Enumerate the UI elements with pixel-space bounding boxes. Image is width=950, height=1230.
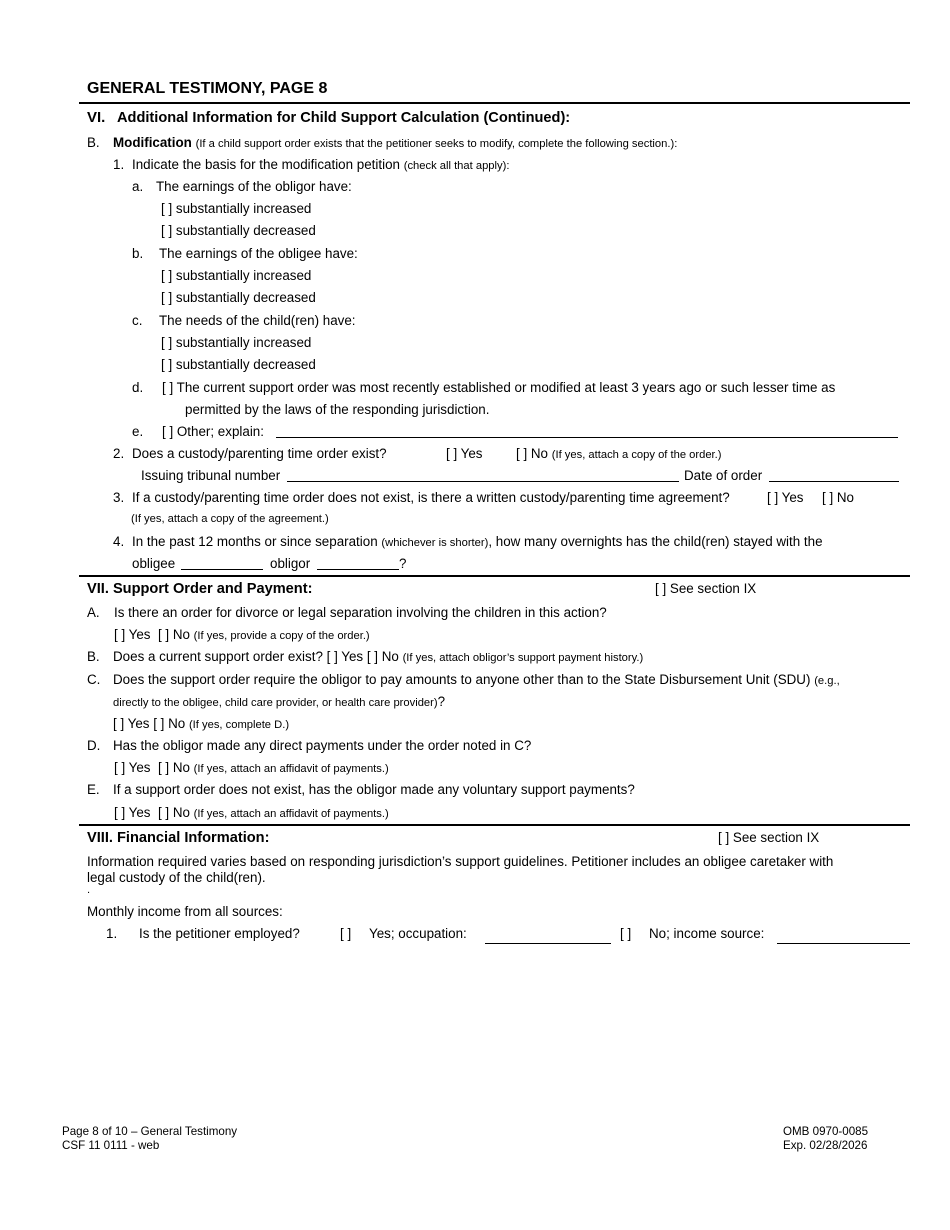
footer-expiration: Exp. 02/28/2026 bbox=[783, 1139, 868, 1152]
q3-no-checkbox[interactable]: [ ] No bbox=[822, 490, 854, 505]
item-e-note: (If yes, attach an affidavit of payments.) bbox=[193, 808, 389, 820]
item-a-text: Is there an order for divorce or legal separation involving the children in this action? bbox=[114, 605, 607, 620]
item-c-no-checkbox[interactable]: [ ] No bbox=[153, 716, 186, 731]
q1-number: 1. bbox=[113, 157, 125, 172]
item-c-options bbox=[113, 716, 289, 732]
q2-no-wrap bbox=[516, 446, 722, 462]
q4-text-wrap bbox=[132, 534, 823, 550]
q1d-text-cont: permitted by the laws of the responding jurisdiction. bbox=[185, 402, 490, 417]
item-c-line2 bbox=[113, 694, 445, 710]
item-d-text: Has the obligor made any direct payments under the order noted in C? bbox=[113, 738, 532, 753]
item-e-yes-checkbox[interactable]: [ ] Yes bbox=[114, 805, 151, 820]
q1b-label: b. bbox=[132, 246, 144, 261]
item-c-line1 bbox=[113, 672, 840, 688]
q1e-label: e. bbox=[132, 424, 144, 439]
issuing-tribunal-label: Issuing tribunal number bbox=[141, 468, 281, 483]
date-of-order-field[interactable] bbox=[769, 481, 899, 482]
item-b-label: B. bbox=[87, 135, 100, 150]
q1b-decreased-checkbox[interactable]: [ ] substantially decreased bbox=[161, 290, 316, 305]
q1d-checkbox[interactable]: [ ] The current support order was most recently established or modified at least 3 years ago or such lesser time as bbox=[162, 380, 836, 395]
item-d-options bbox=[114, 760, 389, 776]
q1c-text: The needs of the child(ren) have: bbox=[159, 313, 356, 328]
item-e-label: E. bbox=[87, 782, 100, 797]
item-b2-label: B. bbox=[87, 649, 100, 664]
item-b2-yes-checkbox[interactable]: [ ] Yes bbox=[326, 649, 364, 664]
q3-text: If a custody/parenting time order does not exist, is there a written custody/parenting time agreement? bbox=[132, 490, 730, 505]
q4-obligor-label: obligor bbox=[270, 556, 311, 571]
q4-obligee-label: obligee bbox=[132, 556, 176, 571]
employed-yes-label: Yes; occupation: bbox=[369, 926, 467, 941]
item-e-no-checkbox[interactable]: [ ] No bbox=[157, 805, 190, 820]
item-c-text: Does the support order require the obligor to pay amounts to anyone other than to the State Disbursement Unit (SDU) bbox=[113, 672, 811, 687]
item-c-yes-checkbox[interactable]: [ ] Yes bbox=[113, 716, 150, 731]
q3-number: 3. bbox=[113, 490, 125, 505]
employed-question: Is the petitioner employed? bbox=[139, 926, 300, 941]
item-a-no-checkbox[interactable]: [ ] No bbox=[157, 627, 190, 642]
item-b2-note: (If yes, attach obligor’s support payment history.) bbox=[402, 652, 644, 664]
date-of-order-label: Date of order bbox=[684, 468, 763, 483]
section-viii-divider bbox=[79, 824, 910, 826]
q1b-text: The earnings of the obligee have: bbox=[159, 246, 358, 261]
employed-no-checkbox[interactable]: [ ] bbox=[620, 926, 632, 941]
modification-title: Modification bbox=[113, 135, 192, 150]
q1e-explain-field[interactable] bbox=[276, 437, 898, 438]
stray-dot: . bbox=[87, 884, 91, 896]
section-viii-title: VIII. Financial Information: bbox=[87, 830, 270, 846]
item-b2-text: Does a current support order exist? bbox=[113, 649, 323, 664]
item-b-heading bbox=[113, 135, 677, 151]
q1c-decreased-checkbox[interactable]: [ ] substantially decreased bbox=[161, 357, 316, 372]
section-vii-divider bbox=[79, 575, 910, 577]
q1a-increased-checkbox[interactable]: [ ] substantially increased bbox=[161, 201, 312, 216]
item-a-yes-checkbox[interactable]: [ ] Yes bbox=[114, 627, 151, 642]
item-e-options bbox=[114, 805, 389, 821]
q4-obligor-field[interactable] bbox=[317, 569, 399, 570]
q1e-checkbox[interactable]: [ ] Other; explain: bbox=[162, 424, 264, 439]
monthly-income-label: Monthly income from all sources: bbox=[87, 904, 283, 919]
q1b-increased-checkbox[interactable]: [ ] substantially increased bbox=[161, 268, 312, 283]
footer-omb-number: OMB 0970-0085 bbox=[783, 1125, 869, 1138]
q1-text: Indicate the basis for the modification petition bbox=[132, 157, 400, 172]
income-source-field[interactable] bbox=[777, 943, 910, 944]
q1-note: (check all that apply): bbox=[403, 160, 510, 172]
q3-yes-checkbox[interactable]: [ ] Yes bbox=[767, 490, 804, 505]
item-d-yes-checkbox[interactable]: [ ] Yes bbox=[114, 760, 151, 775]
q3-note: (If yes, attach a copy of the agreement.) bbox=[131, 513, 329, 525]
q1a-label: a. bbox=[132, 179, 144, 194]
item-a-note: (If yes, provide a copy of the order.) bbox=[193, 630, 370, 642]
q4-number: 4. bbox=[113, 534, 125, 549]
q4-obligee-field[interactable] bbox=[181, 569, 263, 570]
title-divider bbox=[79, 102, 910, 104]
item-a-label: A. bbox=[87, 605, 100, 620]
item-c-question-mark: ? bbox=[437, 694, 446, 709]
section-vii-see-ix-checkbox[interactable]: [ ] See section IX bbox=[655, 581, 757, 596]
financial-info-line2: legal custody of the child(ren). bbox=[87, 870, 266, 885]
q1c-label: c. bbox=[132, 313, 143, 328]
item-c-note3: (If yes, complete D.) bbox=[188, 719, 290, 731]
item-c-label: C. bbox=[87, 672, 101, 687]
modification-note: (If a child support order exists that the petitioner seeks to modify, complete the following section.): bbox=[195, 138, 678, 150]
occupation-field[interactable] bbox=[485, 943, 611, 944]
q4-text-b: , how many overnights has the child(ren) stayed with the bbox=[488, 534, 823, 549]
q1-text-wrap bbox=[132, 157, 509, 173]
page-title: GENERAL TESTIMONY, PAGE 8 bbox=[87, 80, 328, 97]
item-b2-no-checkbox[interactable]: [ ] No bbox=[366, 649, 399, 664]
section-vii-title: VII. Support Order and Payment: bbox=[87, 581, 313, 597]
item-c-note2: directly to the obligee, child care provider, or health care provider) bbox=[113, 697, 438, 709]
section-viii-see-ix-checkbox[interactable]: [ ] See section IX bbox=[718, 830, 820, 845]
item-a-options bbox=[114, 627, 370, 643]
q1a-decreased-checkbox[interactable]: [ ] substantially decreased bbox=[161, 223, 316, 238]
item-d-label: D. bbox=[87, 738, 101, 753]
q2-note: (If yes, attach a copy of the order.) bbox=[551, 449, 722, 461]
employed-no-label: No; income source: bbox=[649, 926, 765, 941]
item-e-text: If a support order does not exist, has the obligor made any voluntary support payments? bbox=[113, 782, 635, 797]
q1d-label: d. bbox=[132, 380, 144, 395]
q1a-text: The earnings of the obligor have: bbox=[156, 179, 352, 194]
footer-form-id: CSF 11 0111 - web bbox=[62, 1139, 160, 1152]
issuing-tribunal-field[interactable] bbox=[287, 481, 679, 482]
q4-note: (whichever is shorter) bbox=[381, 537, 489, 549]
item-d-no-checkbox[interactable]: [ ] No bbox=[157, 760, 190, 775]
employed-number: 1. bbox=[106, 926, 118, 941]
section-vi-title: Additional Information for Child Support Calculation (Continued): bbox=[117, 110, 571, 126]
item-b2-row bbox=[113, 649, 643, 665]
q2-number: 2. bbox=[113, 446, 125, 461]
item-c-note1: (e.g., bbox=[814, 675, 840, 687]
section-vi-number: VI. bbox=[87, 109, 106, 126]
item-d-note: (If yes, attach an affidavit of payments.) bbox=[193, 763, 389, 775]
q2-no-checkbox[interactable]: [ ] No bbox=[516, 446, 548, 461]
q4-text-a: In the past 12 months or since separation bbox=[132, 534, 378, 549]
financial-info-line1: Information required varies based on responding jurisdiction’s support guidelines. Petitioner includes an obligee caretaker with bbox=[87, 854, 834, 869]
footer-page-info: Page 8 of 10 – General Testimony bbox=[62, 1125, 238, 1138]
q2-yes-checkbox[interactable]: [ ] Yes bbox=[446, 446, 483, 461]
q4-question-mark: ? bbox=[399, 556, 407, 571]
q1c-increased-checkbox[interactable]: [ ] substantially increased bbox=[161, 335, 312, 350]
q2-text: Does a custody/parenting time order exist? bbox=[132, 446, 387, 461]
employed-yes-checkbox[interactable]: [ ] bbox=[340, 926, 352, 941]
